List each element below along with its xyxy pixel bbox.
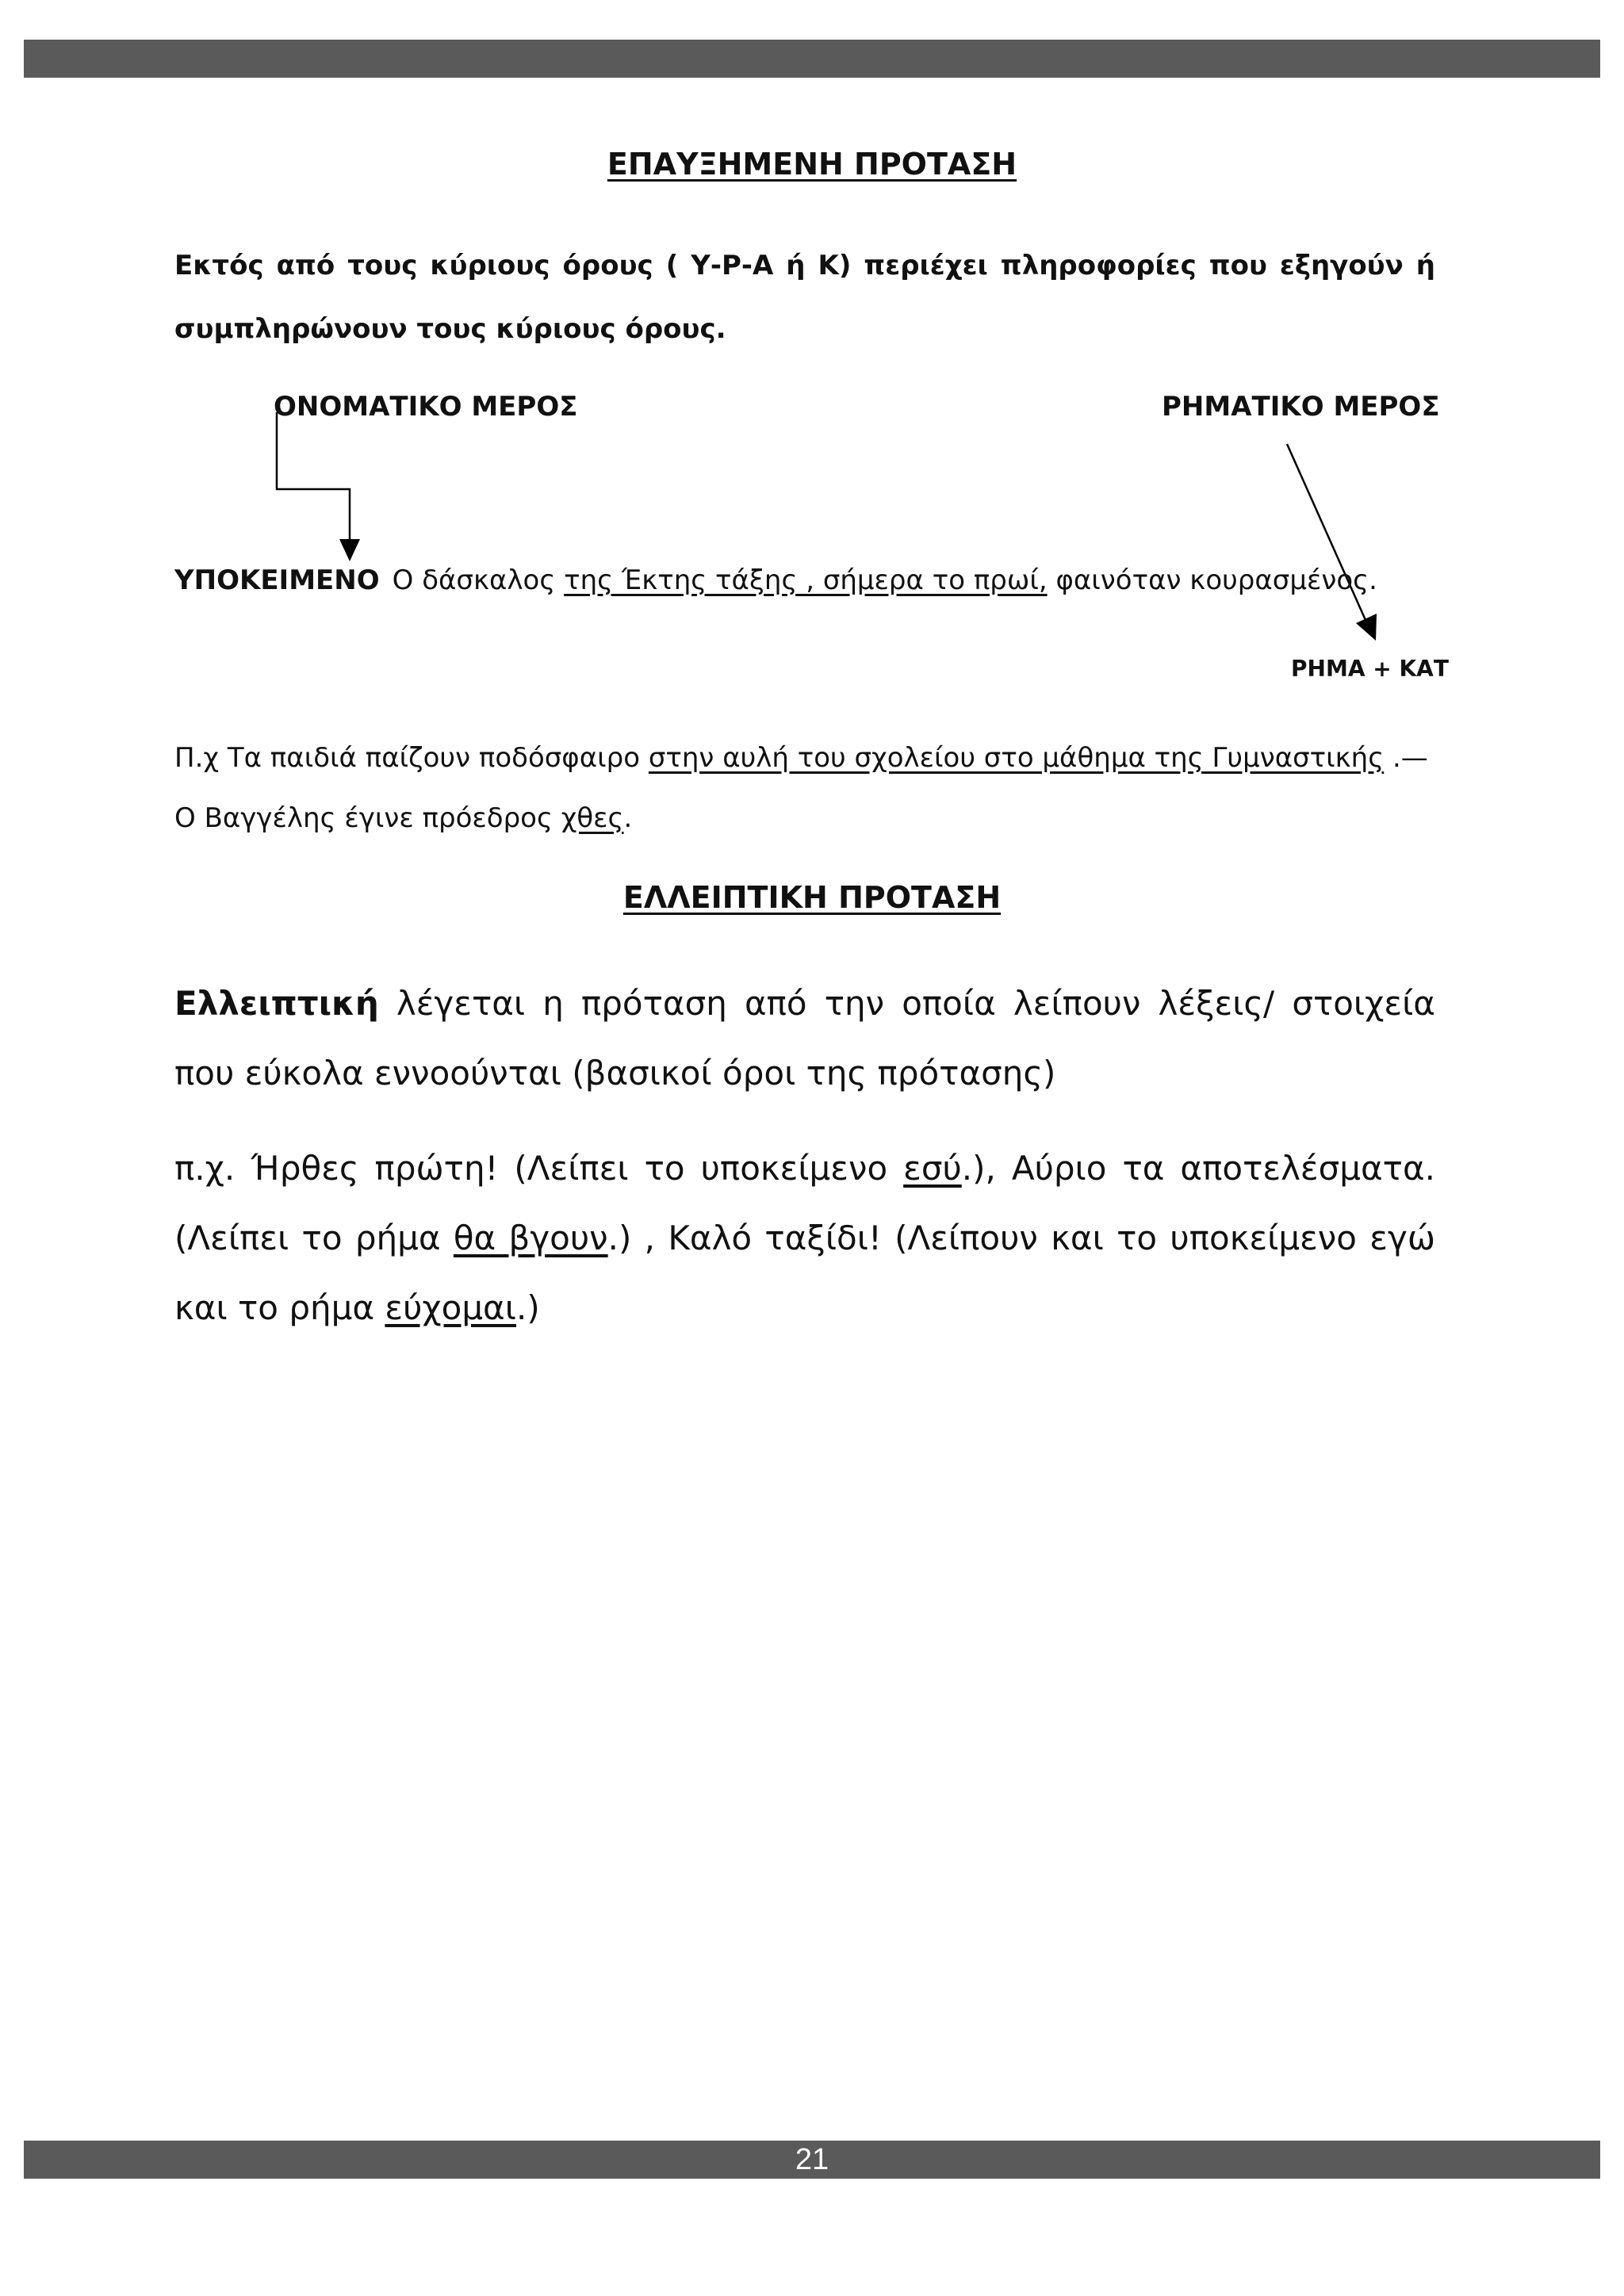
elliptical-examples-paragraph [174, 1134, 1435, 1343]
ell-example-part-2: .), Αύριο τα αποτελέσματα. (Λείπει το ρήμα [174, 1149, 1435, 1257]
verbal-part-arrowhead [1356, 614, 1377, 641]
example-2-end: . [623, 802, 633, 834]
section-title-augmented-sentence: ΕΠΑΥΞΗΜΕΝΗ ΠΡΟΤΑΣΗ [607, 147, 1017, 182]
definition-paragraph [174, 969, 1435, 1108]
page-number: 21 [795, 2143, 829, 2176]
ell-example-underlined-3: εύχομαι [385, 1288, 516, 1327]
example-2-start: Ο Βαγγέλης έγινε πρόεδρος [174, 802, 561, 834]
ell-example-part-4: .) [515, 1288, 540, 1327]
verbal-part-label: ΡΗΜΑΤΙΚΟ ΜΕΡΟΣ [1162, 391, 1440, 423]
examples-paragraph [174, 728, 1443, 848]
subject-label: ΥΠΟΚΕΙΜΕΝΟ [174, 564, 380, 596]
ell-example-part-3: .) , Καλό ταξίδι! (Λείπουν και το υποκείμενο εγώ και το ρήμα [174, 1219, 1435, 1327]
sentence-end: φαινόταν κουρασμένος. [1047, 564, 1377, 596]
diagram-sentence [174, 564, 1377, 596]
sentence-start: Ο δάσκαλος [392, 564, 565, 596]
ell-example-part-1: π.χ. Ήρθες πρώτη! (Λείπει το υποκείμενο [174, 1149, 904, 1188]
nominal-part-label: ΟΝΟΜΑΤΙΚΟ ΜΕΡΟΣ [274, 391, 578, 423]
section-title-elliptical-sentence: ΕΛΛΕΙΠΤΙΚΗ ΠΡΟΤΑΣΗ [622, 880, 1002, 915]
sentence-underlined-modifier: της Έκτης τάξης , σήμερα το πρωί, [564, 564, 1048, 596]
intro-paragraph: Εκτός από τους κύριους όρους ( Υ-Ρ-Α ή Κ) περιέχει πληροφορίες που εξηγούν ή συμπληρώνουν τους κύριους όρους. [174, 250, 1435, 345]
example-1-start: Π.χ Τα παιδιά παίζουν ποδόσφαιρο [174, 742, 649, 774]
example-1-underlined: στην αυλή του σχολείου στο μάθημα της Γυμναστικής [648, 742, 1385, 774]
verb-label: ΡΗΜΑ + ΚΑΤ [1291, 656, 1449, 682]
definition-term: Ελλειπτική [174, 984, 379, 1023]
nominal-part-arrowhead [339, 539, 360, 561]
example-2-underlined: χθες [561, 802, 624, 834]
nominal-part-arrow [277, 412, 350, 539]
example-1-end: .— [1384, 742, 1428, 774]
ell-example-underlined-2: θα βγουν [453, 1219, 608, 1257]
definition-text: λέγεται η πρόταση από την οποία λείπουν λέξεις/ στοιχεία που εύκολα εννοούνται (βασικοί όροι της πρότασης) [174, 984, 1435, 1093]
ell-example-underlined-1: εσύ [903, 1149, 962, 1188]
